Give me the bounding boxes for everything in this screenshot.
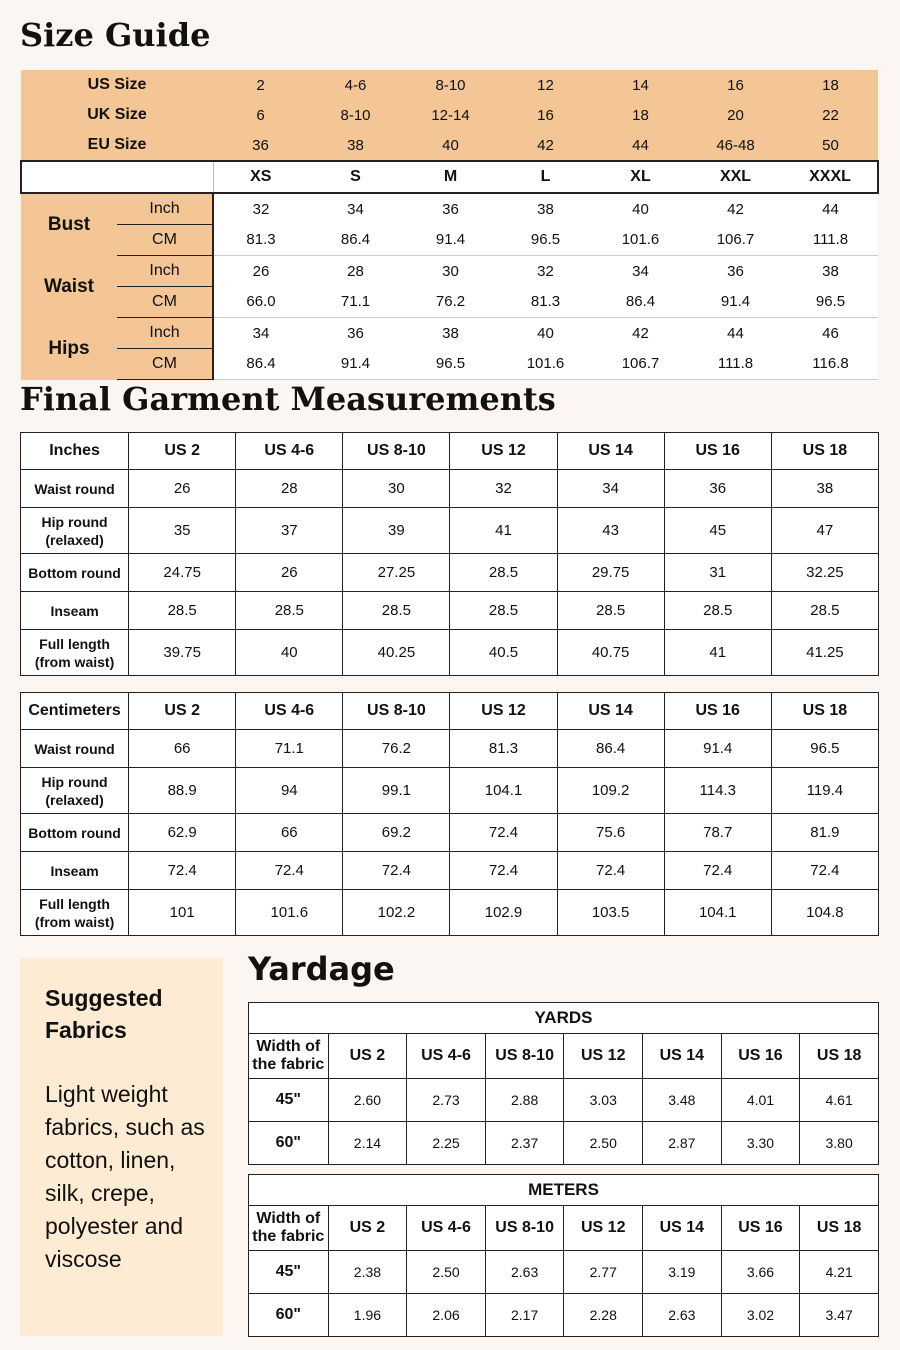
fabric-width: 60" bbox=[249, 1294, 329, 1337]
measurement-row bbox=[21, 470, 879, 508]
cm-value: 81.3 bbox=[498, 287, 593, 318]
letter-size: XL bbox=[593, 161, 688, 193]
measurement-value: 28.5 bbox=[343, 592, 450, 630]
size-header: US 12 bbox=[564, 1034, 643, 1079]
yardage-row bbox=[249, 1294, 879, 1337]
cm-label: CM bbox=[117, 287, 213, 318]
yardage-value: 3.02 bbox=[721, 1294, 800, 1337]
yardage-value: 4.01 bbox=[721, 1079, 800, 1122]
yardage-value: 3.47 bbox=[800, 1294, 879, 1337]
inch-value: 34 bbox=[593, 256, 688, 287]
measurement-value: 38 bbox=[771, 470, 878, 508]
yardage-row bbox=[249, 1122, 879, 1165]
measurement-value: 86.4 bbox=[557, 730, 664, 768]
inch-value: 42 bbox=[688, 193, 783, 225]
size-header: US 8-10 bbox=[485, 1206, 564, 1251]
cm-value: 111.8 bbox=[783, 225, 878, 256]
size-value: 46-48 bbox=[688, 130, 783, 161]
yardage-value: 2.63 bbox=[643, 1294, 722, 1337]
measurement-value: 37 bbox=[236, 508, 343, 554]
measurement-value: 72.4 bbox=[771, 852, 878, 890]
yardage-value: 2.77 bbox=[564, 1251, 643, 1294]
measurement-value: 40.5 bbox=[450, 630, 557, 676]
header-row bbox=[21, 433, 879, 470]
us-size-row bbox=[21, 70, 878, 100]
cm-value: 116.8 bbox=[783, 349, 878, 380]
row-label: Full length (from waist) bbox=[21, 630, 129, 676]
inch-value: 30 bbox=[403, 256, 498, 287]
measurement-value: 28.5 bbox=[664, 592, 771, 630]
size-header: US 18 bbox=[771, 693, 878, 730]
yardage-value: 2.37 bbox=[485, 1122, 564, 1165]
cm-value: 76.2 bbox=[403, 287, 498, 318]
yardage-value: 2.73 bbox=[407, 1079, 486, 1122]
yardage-row bbox=[249, 1079, 879, 1122]
cm-value: 96.5 bbox=[403, 349, 498, 380]
inch-value: 26 bbox=[213, 256, 308, 287]
row-label: Bottom round bbox=[21, 814, 129, 852]
measurement-value: 78.7 bbox=[664, 814, 771, 852]
yardage-value: 2.63 bbox=[485, 1251, 564, 1294]
size-header: US 12 bbox=[564, 1206, 643, 1251]
suggested-fabrics-panel bbox=[20, 958, 223, 1336]
yardage-value: 2.88 bbox=[485, 1079, 564, 1122]
uk-size-row bbox=[21, 100, 878, 130]
yardage-value: 2.25 bbox=[407, 1122, 486, 1165]
measurement-value: 81.3 bbox=[450, 730, 557, 768]
measurement-value: 28.5 bbox=[450, 554, 557, 592]
measurement-value: 24.75 bbox=[129, 554, 236, 592]
size-header: US 16 bbox=[664, 433, 771, 470]
measurement-value: 31 bbox=[664, 554, 771, 592]
bust-inch-row bbox=[21, 193, 878, 225]
row-label: Waist round bbox=[21, 730, 129, 768]
measurement-value: 30 bbox=[343, 470, 450, 508]
size-header: US 12 bbox=[450, 693, 557, 730]
measurement-value: 28.5 bbox=[450, 592, 557, 630]
measurement-value: 75.6 bbox=[557, 814, 664, 852]
inch-value: 38 bbox=[498, 193, 593, 225]
measurement-value: 26 bbox=[236, 554, 343, 592]
measurement-value: 29.75 bbox=[557, 554, 664, 592]
measurement-value: 62.9 bbox=[129, 814, 236, 852]
measurement-value: 28.5 bbox=[557, 592, 664, 630]
measurement-value: 81.9 bbox=[771, 814, 878, 852]
cm-value: 101.6 bbox=[593, 225, 688, 256]
letter-size-row bbox=[21, 161, 878, 193]
letter-size: XXXL bbox=[783, 161, 878, 193]
cm-value: 81.3 bbox=[213, 225, 308, 256]
cm-label: CM bbox=[117, 225, 213, 256]
size-value: 20 bbox=[688, 100, 783, 130]
size-header: US 12 bbox=[450, 433, 557, 470]
measurement-value: 47 bbox=[771, 508, 878, 554]
size-header: US 4-6 bbox=[236, 693, 343, 730]
measurement-value: 88.9 bbox=[129, 768, 236, 814]
final-garment-title: Final Garment Measurements bbox=[20, 380, 556, 418]
waist-cm-row bbox=[21, 287, 878, 318]
size-header: US 18 bbox=[771, 433, 878, 470]
yardage-title: Yardage bbox=[248, 950, 395, 988]
size-header: US 2 bbox=[129, 693, 236, 730]
inch-value: 34 bbox=[308, 193, 403, 225]
measurement-row bbox=[21, 814, 879, 852]
measurement-value: 45 bbox=[664, 508, 771, 554]
measurement-value: 32.25 bbox=[771, 554, 878, 592]
unit-header: Centimeters bbox=[21, 693, 129, 730]
row-label: Bottom round bbox=[21, 554, 129, 592]
measurement-value: 72.4 bbox=[557, 852, 664, 890]
eu-size-row bbox=[21, 130, 878, 161]
yardage-value: 2.87 bbox=[643, 1122, 722, 1165]
measurement-row bbox=[21, 852, 879, 890]
size-header: US 4-6 bbox=[236, 433, 343, 470]
row-label: Hip round (relaxed) bbox=[21, 768, 129, 814]
measurement-value: 26 bbox=[129, 470, 236, 508]
width-label: Width of the fabric bbox=[249, 1034, 329, 1079]
size-header: US 16 bbox=[721, 1034, 800, 1079]
inch-value: 46 bbox=[783, 318, 878, 349]
unit-caption: METERS bbox=[249, 1175, 879, 1206]
measurement-value: 41 bbox=[450, 508, 557, 554]
measurement-value: 104.1 bbox=[664, 890, 771, 936]
size-value: 38 bbox=[308, 130, 403, 161]
measurement-row bbox=[21, 508, 879, 554]
caption-row bbox=[249, 1175, 879, 1206]
size-header: US 4-6 bbox=[407, 1206, 486, 1251]
size-value: 18 bbox=[593, 100, 688, 130]
size-value: 18 bbox=[783, 70, 878, 100]
yardage-value: 4.61 bbox=[800, 1079, 879, 1122]
fabric-width: 45" bbox=[249, 1251, 329, 1294]
measurement-value: 71.1 bbox=[236, 730, 343, 768]
yardage-value: 2.38 bbox=[328, 1251, 407, 1294]
hips-cm-row bbox=[21, 349, 878, 380]
measurement-value: 72.4 bbox=[129, 852, 236, 890]
measurement-value: 32 bbox=[450, 470, 557, 508]
yardage-meters-table bbox=[248, 1174, 879, 1337]
size-header: US 14 bbox=[643, 1206, 722, 1251]
size-header: US 4-6 bbox=[407, 1034, 486, 1079]
inch-value: 36 bbox=[403, 193, 498, 225]
hips-inch-row bbox=[21, 318, 878, 349]
final-inches-table bbox=[20, 432, 879, 676]
waist-inch-row bbox=[21, 256, 878, 287]
caption-row bbox=[249, 1003, 879, 1034]
waist-label: Waist bbox=[21, 256, 117, 318]
yardage-value: 2.50 bbox=[564, 1122, 643, 1165]
yardage-value: 3.19 bbox=[643, 1251, 722, 1294]
size-value: 14 bbox=[593, 70, 688, 100]
size-value: 16 bbox=[688, 70, 783, 100]
yardage-value: 3.03 bbox=[564, 1079, 643, 1122]
measurement-value: 34 bbox=[557, 470, 664, 508]
inch-value: 40 bbox=[593, 193, 688, 225]
letter-size: XXL bbox=[688, 161, 783, 193]
measurement-value: 28.5 bbox=[129, 592, 236, 630]
letter-size-blank bbox=[21, 161, 213, 193]
size-value: 12-14 bbox=[403, 100, 498, 130]
size-header: US 2 bbox=[129, 433, 236, 470]
measurement-value: 66 bbox=[129, 730, 236, 768]
fabric-width: 45" bbox=[249, 1079, 329, 1122]
measurement-value: 104.8 bbox=[771, 890, 878, 936]
size-header: US 2 bbox=[328, 1034, 407, 1079]
yardage-value: 2.17 bbox=[485, 1294, 564, 1337]
inch-value: 38 bbox=[783, 256, 878, 287]
measurement-value: 114.3 bbox=[664, 768, 771, 814]
measurement-row bbox=[21, 730, 879, 768]
measurement-value: 39 bbox=[343, 508, 450, 554]
inch-value: 42 bbox=[593, 318, 688, 349]
cm-value: 86.4 bbox=[308, 225, 403, 256]
yardage-value: 2.60 bbox=[328, 1079, 407, 1122]
cm-value: 86.4 bbox=[593, 287, 688, 318]
measurement-value: 69.2 bbox=[343, 814, 450, 852]
letter-size: M bbox=[403, 161, 498, 193]
measurement-value: 39.75 bbox=[129, 630, 236, 676]
yardage-value: 3.66 bbox=[721, 1251, 800, 1294]
suggested-fabrics-text: Light weight fabrics, such as cotton, linen, silk, crepe, polyester and viscose bbox=[45, 1081, 205, 1272]
inch-label: Inch bbox=[117, 318, 213, 349]
size-value: 6 bbox=[213, 100, 308, 130]
inch-value: 36 bbox=[688, 256, 783, 287]
yardage-value: 2.28 bbox=[564, 1294, 643, 1337]
size-guide-title: Size Guide bbox=[20, 16, 211, 54]
measurement-value: 66 bbox=[236, 814, 343, 852]
cm-value: 96.5 bbox=[498, 225, 593, 256]
size-value: 40 bbox=[403, 130, 498, 161]
measurement-value: 72.4 bbox=[450, 814, 557, 852]
measurement-value: 28 bbox=[236, 470, 343, 508]
measurement-row bbox=[21, 768, 879, 814]
row-label: Full length (from waist) bbox=[21, 890, 129, 936]
yardage-value: 3.80 bbox=[800, 1122, 879, 1165]
measurement-value: 72.4 bbox=[236, 852, 343, 890]
unit-header: Inches bbox=[21, 433, 129, 470]
size-value: 22 bbox=[783, 100, 878, 130]
measurement-value: 104.1 bbox=[450, 768, 557, 814]
size-header: US 14 bbox=[643, 1034, 722, 1079]
row-label: Waist round bbox=[21, 470, 129, 508]
inch-value: 44 bbox=[783, 193, 878, 225]
measurement-value: 40 bbox=[236, 630, 343, 676]
inch-value: 28 bbox=[308, 256, 403, 287]
measurement-value: 28.5 bbox=[771, 592, 878, 630]
measurement-value: 72.4 bbox=[343, 852, 450, 890]
yardage-yards-table bbox=[248, 1002, 879, 1165]
measurement-value: 36 bbox=[664, 470, 771, 508]
measurement-value: 96.5 bbox=[771, 730, 878, 768]
measurement-value: 41.25 bbox=[771, 630, 878, 676]
measurement-value: 72.4 bbox=[664, 852, 771, 890]
unit-caption: YARDS bbox=[249, 1003, 879, 1034]
row-label: Hip round (relaxed) bbox=[21, 508, 129, 554]
size-header: US 16 bbox=[664, 693, 771, 730]
size-header: US 16 bbox=[721, 1206, 800, 1251]
yardage-value: 4.21 bbox=[800, 1251, 879, 1294]
yardage-value: 1.96 bbox=[328, 1294, 407, 1337]
measurement-value: 94 bbox=[236, 768, 343, 814]
size-value: 4-6 bbox=[308, 70, 403, 100]
measurement-value: 76.2 bbox=[343, 730, 450, 768]
measurement-value: 41 bbox=[664, 630, 771, 676]
yardage-value: 3.30 bbox=[721, 1122, 800, 1165]
measurement-row bbox=[21, 630, 879, 676]
row-label: Inseam bbox=[21, 852, 129, 890]
measurement-value: 109.2 bbox=[557, 768, 664, 814]
measurement-row bbox=[21, 554, 879, 592]
measurement-value: 40.75 bbox=[557, 630, 664, 676]
header-row bbox=[249, 1034, 879, 1079]
cm-value: 91.4 bbox=[403, 225, 498, 256]
cm-value: 71.1 bbox=[308, 287, 403, 318]
size-value: 8-10 bbox=[403, 70, 498, 100]
cm-value: 66.0 bbox=[213, 287, 308, 318]
cm-label: CM bbox=[117, 349, 213, 380]
size-value: 50 bbox=[783, 130, 878, 161]
cm-value: 96.5 bbox=[783, 287, 878, 318]
letter-size: S bbox=[308, 161, 403, 193]
letter-size: XS bbox=[213, 161, 308, 193]
measurement-value: 102.2 bbox=[343, 890, 450, 936]
cm-value: 86.4 bbox=[213, 349, 308, 380]
cm-value: 106.7 bbox=[688, 225, 783, 256]
cm-value: 101.6 bbox=[498, 349, 593, 380]
measurement-value: 72.4 bbox=[450, 852, 557, 890]
inch-value: 38 bbox=[403, 318, 498, 349]
fabric-width: 60" bbox=[249, 1122, 329, 1165]
header-row bbox=[249, 1206, 879, 1251]
yardage-value: 2.14 bbox=[328, 1122, 407, 1165]
measurement-value: 40.25 bbox=[343, 630, 450, 676]
final-cm-table bbox=[20, 692, 879, 936]
row-label: Inseam bbox=[21, 592, 129, 630]
size-header: US 8-10 bbox=[485, 1034, 564, 1079]
bust-cm-row bbox=[21, 225, 878, 256]
size-guide-table bbox=[20, 70, 879, 380]
size-header: US 18 bbox=[800, 1034, 879, 1079]
measurement-value: 35 bbox=[129, 508, 236, 554]
measurement-value: 103.5 bbox=[557, 890, 664, 936]
yardage-value: 2.50 bbox=[407, 1251, 486, 1294]
size-header: US 14 bbox=[557, 433, 664, 470]
inch-value: 44 bbox=[688, 318, 783, 349]
cm-value: 91.4 bbox=[308, 349, 403, 380]
size-value: 8-10 bbox=[308, 100, 403, 130]
size-value: 2 bbox=[213, 70, 308, 100]
hips-label: Hips bbox=[21, 318, 117, 380]
cm-value: 111.8 bbox=[688, 349, 783, 380]
size-label: US Size bbox=[21, 70, 213, 100]
inch-value: 32 bbox=[213, 193, 308, 225]
measurement-row bbox=[21, 592, 879, 630]
measurement-value: 99.1 bbox=[343, 768, 450, 814]
size-value: 12 bbox=[498, 70, 593, 100]
inch-value: 36 bbox=[308, 318, 403, 349]
measurement-row bbox=[21, 890, 879, 936]
measurement-value: 91.4 bbox=[664, 730, 771, 768]
yardage-row bbox=[249, 1251, 879, 1294]
header-row bbox=[21, 693, 879, 730]
size-header: US 8-10 bbox=[343, 693, 450, 730]
measurement-value: 43 bbox=[557, 508, 664, 554]
cm-value: 91.4 bbox=[688, 287, 783, 318]
measurement-value: 27.25 bbox=[343, 554, 450, 592]
size-value: 42 bbox=[498, 130, 593, 161]
size-value: 16 bbox=[498, 100, 593, 130]
size-value: 44 bbox=[593, 130, 688, 161]
inch-label: Inch bbox=[117, 193, 213, 225]
size-header: US 2 bbox=[328, 1206, 407, 1251]
measurement-value: 28.5 bbox=[236, 592, 343, 630]
width-label: Width of the fabric bbox=[249, 1206, 329, 1251]
size-label: UK Size bbox=[21, 100, 213, 130]
measurement-value: 101.6 bbox=[236, 890, 343, 936]
inch-value: 32 bbox=[498, 256, 593, 287]
yardage-value: 2.06 bbox=[407, 1294, 486, 1337]
size-header: US 18 bbox=[800, 1206, 879, 1251]
size-value: 36 bbox=[213, 130, 308, 161]
letter-size: L bbox=[498, 161, 593, 193]
size-header: US 8-10 bbox=[343, 433, 450, 470]
cm-value: 106.7 bbox=[593, 349, 688, 380]
measurement-value: 102.9 bbox=[450, 890, 557, 936]
inch-value: 40 bbox=[498, 318, 593, 349]
measurement-value: 101 bbox=[129, 890, 236, 936]
inch-value: 34 bbox=[213, 318, 308, 349]
suggested-fabrics-title: Suggested Fabrics bbox=[45, 985, 163, 1043]
size-label: EU Size bbox=[21, 130, 213, 161]
size-header: US 14 bbox=[557, 693, 664, 730]
measurement-value: 119.4 bbox=[771, 768, 878, 814]
bust-label: Bust bbox=[21, 193, 117, 256]
inch-label: Inch bbox=[117, 256, 213, 287]
yardage-value: 3.48 bbox=[643, 1079, 722, 1122]
